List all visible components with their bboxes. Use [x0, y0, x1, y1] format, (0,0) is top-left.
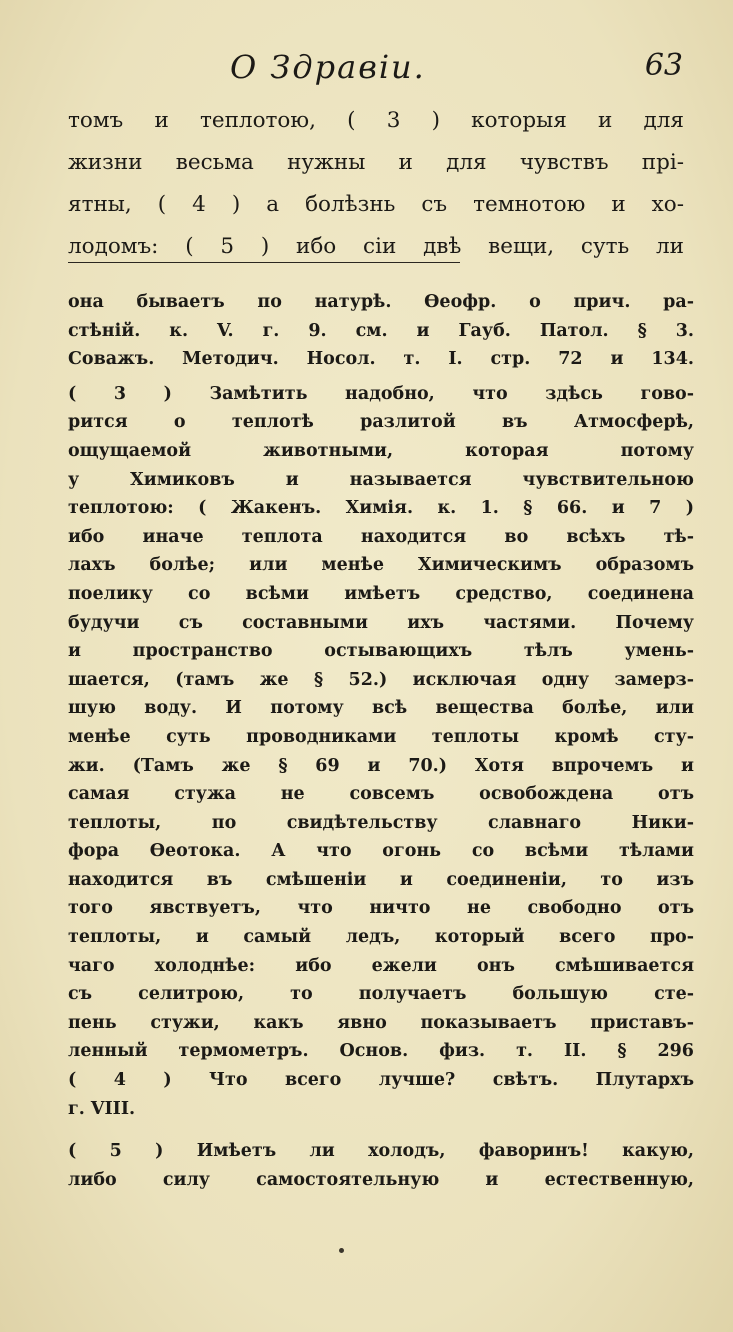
footnote-divider — [68, 262, 460, 263]
footnote-line: рится о теплотѣ разлитой въ Атмосферѣ, — [68, 412, 694, 433]
footnote-line: ( 5 ) Имѣетъ ли холодъ, фаворинъ! какую, — [68, 1141, 694, 1162]
footnote-line: ощущаемой животными, которая потому — [68, 440, 694, 461]
footnote-line: ленный термометръ. Основ. физ. т. II. § 296 — [68, 1041, 694, 1062]
main-text-line: томъ и теплотою, ( 3 ) которыя и для — [68, 108, 684, 133]
main-text-line: лодомъ: ( 5 ) ибо сіи двѣ вещи, суть ли — [68, 234, 684, 259]
footnote-line: либо силу самостоятельную и естественную, — [68, 1169, 694, 1190]
footnote-line: теплоты, и самый ледъ, который всего про- — [68, 927, 694, 948]
footnote-line: жи. (Тамъ же § 69 и 70.) Хотя впрочемъ и — [68, 755, 694, 776]
footnote-line: лахъ болѣе; или менѣе Химическимъ образомъ — [68, 555, 694, 576]
main-text-line: жизни весьма нужны и для чувствъ прі- — [68, 150, 684, 175]
footnote-line: находится въ смѣшеніи и соединеніи, то изъ — [68, 869, 694, 890]
footnote-line: того явствуетъ, что ничто не свободно отъ — [68, 898, 694, 919]
footnote-line: поелику со всѣми имѣетъ средство, соединена — [68, 583, 694, 604]
footnote-line: Соважъ. Методич. Носол. т. I. стр. 72 и 134. — [68, 349, 694, 370]
footnote-line: ( 3 ) Замѣтить надобно, что здѣсь гово- — [68, 383, 694, 404]
page-header — [0, 48, 733, 96]
ink-dot — [339, 1248, 344, 1253]
footnote-line: фора Ѳеотока. А что огонь со всѣми тѣлами — [68, 841, 694, 862]
footnote-line: ибо иначе теплота находится во всѣхъ тѣ- — [68, 526, 694, 547]
footnote-line: и пространство остывающихъ тѣлъ умень- — [68, 641, 694, 662]
footnote-line: шую воду. И потому всѣ вещества болѣе, или — [68, 698, 694, 719]
footnote-line: самая стужа не совсемъ освобождена отъ — [68, 784, 694, 805]
footnote-line: г. VIII. — [68, 1098, 136, 1119]
page-number: 63 — [644, 48, 683, 83]
running-title: О Здравіи. — [230, 48, 426, 86]
footnote-line: пень стужи, какъ явно показываетъ приставъ- — [68, 1012, 694, 1033]
main-text-line: ятны, ( 4 ) а болѣзнь съ темнотою и хо- — [68, 192, 684, 217]
footnote-line: теплоты, по свидѣтельству славнаго Ники- — [68, 812, 694, 833]
footnote-line: она бываетъ по натурѣ. Ѳеофр. о прич. ра- — [68, 292, 694, 312]
footnote-line: съ селитрою, то получаетъ большую сте- — [68, 984, 694, 1005]
footnote-line: шается, (тамъ же § 52.) исключая одну замерз- — [68, 669, 694, 690]
footnote-line: у Химиковъ и называется чувствительною — [68, 469, 694, 490]
footnotes — [68, 288, 694, 1194]
footnote-line: ( 4 ) Что всего лучше? свѣтъ. Плутархъ — [68, 1070, 694, 1091]
footnote-line: менѣе суть проводниками теплоты кромѣ сту- — [68, 726, 694, 747]
footnote-line: будучи съ составными ихъ частями. Почему — [68, 612, 694, 633]
main-text — [68, 100, 684, 268]
footnote-line: теплотою: ( Жакенъ. Химія. к. 1. § 66. и 7 ) — [68, 498, 694, 519]
footnote-line: стѣній. к. V. г. 9. см. и Гауб. Патол. § 3. — [68, 320, 694, 341]
footnote-line: чаго холоднѣе: ибо ежели онъ смѣшивается — [68, 955, 694, 976]
